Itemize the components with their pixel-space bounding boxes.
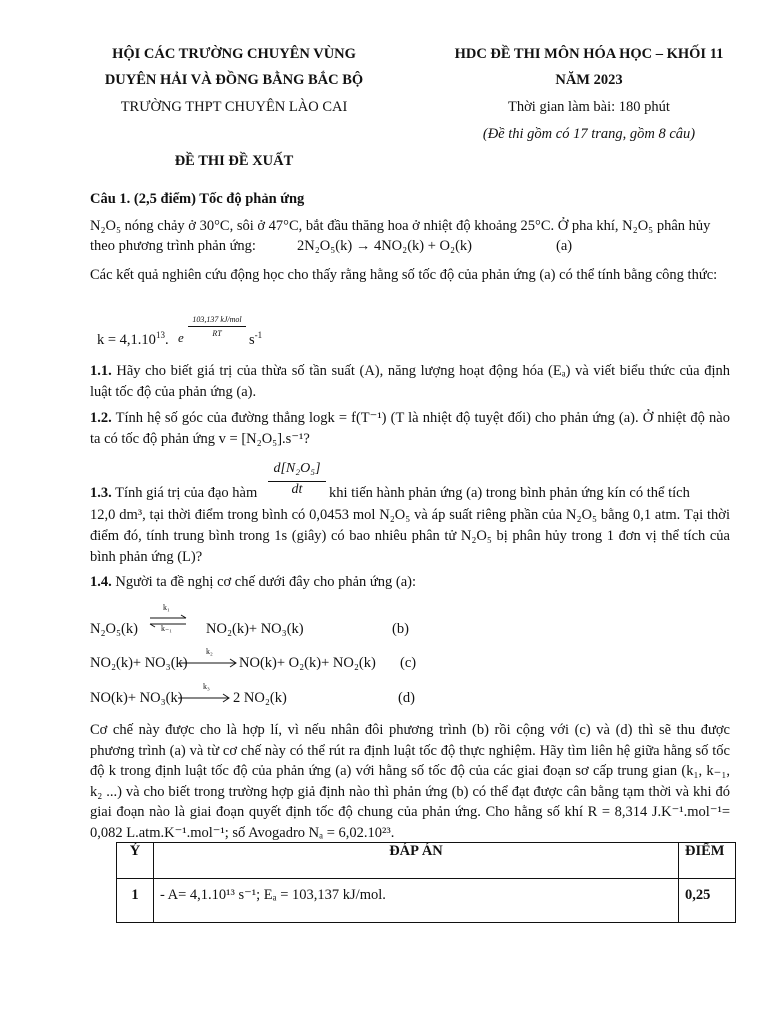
subquestion-1-2 (90, 408, 730, 450)
intro-line2: theo phương trình phản ứng: (90, 238, 256, 254)
question-number: Câu 1 (90, 191, 127, 207)
subquestion-1-3-text-c: 12,0 dm³, tại thời điểm trong bình có 0,0453 mol N₂O₅ và áp suất riêng phần của N₂O₅ bằng 0,1 atm. Tại thời điểm đó, tính trung bình trong 1s (giây) có bao nhiêu phân tử N₂O₅ bị phân hủy trong 1 đơn vị thể tích của bình phản ứng (L)? (90, 507, 730, 565)
exam-type: ĐỀ THI ĐỀ XUẤT (174, 153, 294, 169)
derivative-denominator: dt (291, 482, 303, 497)
mechanism-d-label: (d) (398, 690, 415, 706)
exam-duration: Thời gian làm bài: 180 phút (508, 99, 670, 115)
subquestion-1-3-line1b: khi tiến hành phản ứng (a) trong bình phản ứng kín có thể tích (329, 485, 690, 501)
subquestion-1-4-text: Người ta đề nghị cơ chế dưới đây cho phản ứng (a): (111, 574, 417, 590)
mechanism-c-reactants: NO₂(k)+ NO₃(k) (90, 655, 188, 671)
formula-prefix: k = 4,1.10 (97, 332, 156, 348)
exam-year: NĂM 2023 (555, 72, 623, 88)
mechanism-b-kminus1: k₋₁ (161, 624, 173, 633)
derivative-numerator: d[N₂O₅] (273, 461, 321, 476)
formula-exp-numerator: 103,137 kJ/mol (192, 315, 242, 324)
formula-unit-base: s (249, 332, 255, 348)
formula-exp-denominator: RT (212, 329, 222, 338)
formula-dot: . (164, 332, 169, 348)
subquestion-1-4 (90, 574, 416, 591)
kinetics-text: Các kết quả nghiên cứu động học cho thấy rằng hằng số tốc độ của phản ứng (a) có thể tính bằng công thức: (90, 267, 718, 283)
rate-formula (97, 332, 169, 349)
subquestion-1-3-label: 1.3. (90, 485, 112, 501)
header-answer: ĐÁP ÁN (154, 843, 679, 879)
mechanism-b-label: (b) (392, 621, 409, 637)
row-content: - A= 4,1.10¹³ s⁻¹; Eₐ = 103,137 kJ/mol. (154, 879, 679, 923)
mechanism-c-k2: k₂ (206, 647, 213, 656)
formula-unit-exp: -1 (254, 330, 263, 341)
subquestion-1-2-label: 1.2. (90, 410, 112, 426)
mechanism-d-products: 2 NO₂(k) (233, 690, 287, 706)
formula-exponent: 13 (155, 330, 165, 341)
mechanism-b-products: NO₂(k)+ NO₃(k) (206, 621, 304, 637)
formula-exp-base: e (178, 330, 184, 345)
exam-page-info: (Đề thi gồm có 17 trang, gồm 8 câu) (482, 126, 696, 142)
formula-exp-fraction-bar (188, 326, 246, 327)
mechanism-b-reactants: N₂O₅(k) (90, 621, 138, 637)
subquestion-1-3-text-a: Tính giá trị của đạo hàm (111, 485, 258, 501)
mechanism-d-k3: k₃ (203, 682, 210, 691)
intro-line1: N₂O₅ nóng chảy ở 30°C, sôi ở 47°C, bắt đầu thăng hoa ở nhiệt độ khoảng 25°C. Ở pha khí, N₂O₅ phân hủy (90, 218, 711, 234)
exam-title: HDC ĐỀ THI MÔN HÓA HỌC – KHỐI 11 (454, 46, 724, 62)
mechanism-explanation: Cơ chế này được cho là hợp lí, vì nếu nhân đôi phương trình (b) rồi cộng với (c) và (d) thì sẽ thu được phương trình (a) và từ cơ chế này có thể rút ra định luật tốc độ thực nghiệm. Hãy tìm liên hệ giữa hằng số tốc độ k trong định luật tốc độ của phản ứng (a) với hằng số tốc độ của các giai đoạn sơ cấp trung gian (k₁, k₋₁, k₂ ...) và cho biết trong trường hợp giả định nào thì phản ứng (b) có thể đạt được cân bằng tạm thời và khi đó giai đoạn nào là giai đoạn quyết định tốc độ chung của phản ứng. Cho hằng số khí R = 8,314 J.K⁻¹.mol⁻¹= 0,082 L.atm.K⁻¹.mol⁻¹; số Avogadro Nₐ = 6,02.10²³. (90, 722, 730, 841)
arrow-right-icon (177, 692, 231, 704)
org-name-line2: DUYÊN HẢI VÀ ĐỒNG BẰNG BẮC BỘ (104, 72, 364, 88)
header-score: ĐIỂM (679, 843, 736, 879)
mechanism-d-reactants: NO(k)+ NO₃(k) (90, 690, 183, 706)
row-score: 0,25 (679, 879, 736, 923)
answer-table (116, 842, 736, 923)
row-index: 1 (117, 879, 154, 923)
school-name: TRƯỜNG THPT CHUYÊN LÀO CAI (120, 99, 348, 115)
mechanism-c-products: NO(k)+ O₂(k)+ NO₂(k) (239, 655, 376, 671)
reaction-a: 2N₂O₅(k) → 4NO₂(k) + O₂(k) (297, 238, 472, 254)
subquestion-1-4-label: 1.4. (90, 574, 112, 590)
org-name-line1: HỘI CÁC TRƯỜNG CHUYÊN VÙNG (112, 46, 356, 62)
subquestion-1-3-line1a (90, 485, 257, 502)
reaction-a-label: (a) (556, 238, 573, 254)
subquestion-1-1-label: 1.1. (90, 363, 112, 379)
question-title (90, 191, 304, 208)
subquestion-1-1-text: Hãy cho biết giá trị của thừa số tần suất (A), năng lượng hoạt động hóa (Eₐ) và viết biểu thức của định luật tốc độ của phản ứng (a). (90, 363, 730, 400)
header-index: Ý (117, 843, 154, 879)
mechanism-b-k1: k₁ (163, 603, 170, 612)
subquestion-1-1 (90, 361, 730, 403)
subquestion-1-2-text: Tính hệ số góc của đường thẳng logk = f(T⁻¹) (T là nhiệt độ tuyệt đối) cho phản ứng (a). Ở nhiệt độ nào ta có tốc độ phản ứng v = [N₂O₅].s⁻¹? (90, 410, 730, 447)
answer-table-header (117, 843, 736, 879)
arrow-right-icon (178, 657, 238, 669)
question-topic: . (2,5 điểm) Tốc độ phản ứng (126, 191, 305, 207)
mechanism-c-label: (c) (400, 655, 417, 671)
formula-unit (249, 332, 262, 349)
table-row (117, 879, 736, 923)
